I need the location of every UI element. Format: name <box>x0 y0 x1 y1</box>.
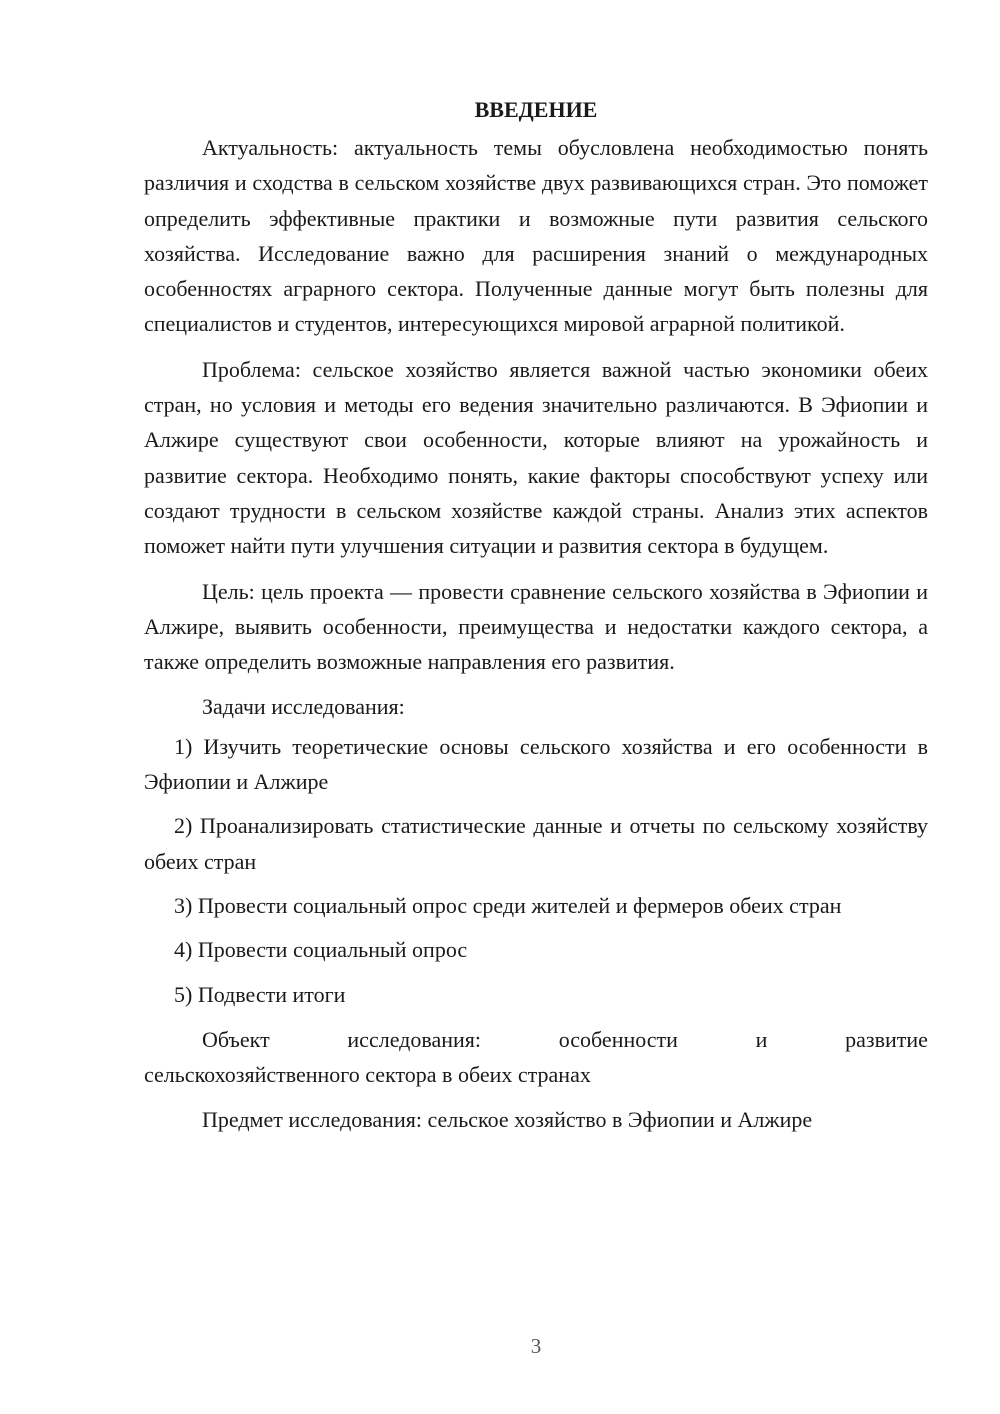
relevance-paragraph: Актуальность: актуальность темы обусловлена необходимостью понять различия и сходства в сельском хозяйстве двух развивающихся стран. Это поможет определить эффективные практики и возможные пути развития сельского хозяйства. Исследование важно для расширения знаний о международных особенностях аграрного сектора. Полученные данные могут быть полезны для специалистов и студентов, интересующихся мировой аграрной политикой. <box>144 135 928 337</box>
object-word: развитие <box>845 1026 928 1052</box>
tasks-list <box>144 729 928 1012</box>
object-paragraph <box>144 1022 928 1093</box>
goal-paragraph: Цель: цель проекта — провести сравнение сельского хозяйства в Эфиопии и Алжире, выявить особенности, преимущества и недостатки каждого сектора, а также определить возможные направления его развития. <box>144 578 928 675</box>
object-continuation: сельскохозяйственного сектора в обеих странах <box>144 1062 591 1088</box>
list-item: 4) Провести социальный опрос <box>174 937 468 963</box>
object-word: и <box>755 1026 768 1052</box>
list-item: 1) Изучить теоретические основы сельского хозяйства и его особенности в Эфиопии и Алжире <box>144 733 928 795</box>
subject-paragraph: Предмет исследования: сельское хозяйство в Эфиопии и Алжире <box>202 1107 813 1133</box>
object-word: исследования: <box>347 1026 481 1052</box>
object-first-line <box>144 1022 928 1057</box>
object-word: особенности <box>558 1026 678 1052</box>
document-page <box>144 92 928 1148</box>
object-word: Объект <box>202 1026 270 1052</box>
problem-paragraph: Проблема: сельское хозяйство является важной частью экономики обеих стран, но условия и методы его ведения значительно различаются. В Эфиопии и Алжире существуют свои особенности, которые влияют на урожайность и развитие сектора. Необходимо понять, какие факторы способствуют успеху или создают трудности в сельском хозяйстве каждой страны. Анализ этих аспектов поможет найти пути улучшения ситуации и развития сектора в будущем. <box>144 356 928 559</box>
tasks-heading: Задачи исследования: <box>202 694 405 720</box>
list-item: 5) Подвести итоги <box>174 981 346 1007</box>
list-item: 2) Проанализировать статистические данные и отчеты по сельскому хозяйству обеих стран <box>144 813 928 874</box>
list-item: 3) Провести социальный опрос среди жителей и фермеров обеих стран <box>174 892 842 918</box>
section-title: ВВЕДЕНИЕ <box>474 97 598 122</box>
page-number: 3 <box>530 1334 542 1358</box>
